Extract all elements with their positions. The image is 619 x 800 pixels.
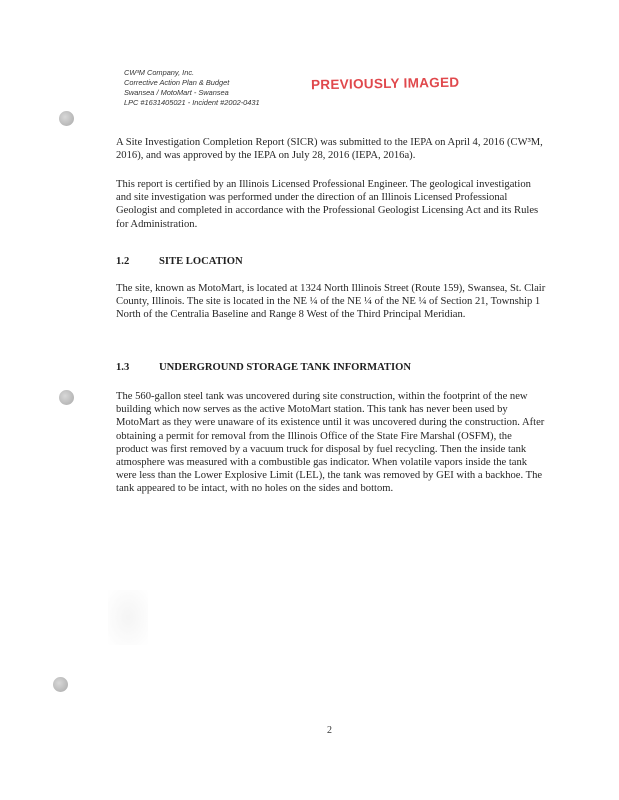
section-title: UNDERGROUND STORAGE TANK INFORMATION: [159, 362, 412, 373]
section-number: 1.2: [116, 256, 130, 267]
paragraph-site-location: The site, known as MotoMart, is located at 1324 North Illinois Street (Route 159), Swansea, St. Clair County, Illinois. The site is located in the NE ¼ of the NE ¼ of the NE ¼ of Section 21, Township 1 North of the Centralia Baseline and Range 8 West of the Third Principal Meridian.: [116, 283, 546, 321]
punch-hole-top: [59, 111, 74, 126]
document-header: [124, 68, 260, 108]
previously-imaged-stamp: PREVIOUSLY IMAGED: [310, 74, 460, 93]
paragraph-ust-information: The 560-gallon steel tank was uncovered during site construction, within the footprint of the new building which now serves as the active MotoMart station. This tank has never been used by MotoMart as they were unaware of its existence until it was uncovered during the construction. After obtaining a permit for removal from the Illinois Office of the State Fire Marshal (OSFM), the product was first removed by a vacuum truck for disposal by fuel recycling. Then the inside tank atmosphere was measured with a combustible gas indicator. When volatile vapors inside the tank were less than the Lower Explosive Limit (LEL), the tank was removed by GEI with a backhoe. The tank appeared to be intact, with no holes on the sides and bottom.: [116, 391, 545, 495]
scan-smudge: [108, 590, 148, 645]
heading-site-location: [116, 256, 243, 267]
section-title: SITE LOCATION: [159, 256, 243, 267]
header-company: CW³M Company, Inc.: [124, 68, 195, 77]
punch-hole-middle: [59, 390, 74, 405]
header-site: Swansea / MotoMart - Swansea: [124, 88, 229, 97]
punch-hole-bottom: [53, 677, 68, 692]
section-number: 1.3: [116, 362, 130, 373]
header-plan: Corrective Action Plan & Budget: [124, 78, 230, 87]
heading-ust-information: [116, 362, 411, 373]
header-incident: LPC #1631405021 - Incident #2002-0431: [124, 98, 260, 107]
page-number: 2: [327, 725, 332, 736]
paragraph-certification: This report is certified by an Illinois Licensed Professional Engineer. The geological investigation and site investigation was performed under the direction of an Illinois Licensed Professional Geologist and completed in accordance with the Professional Geologist Licensing Act and its Rules for Administration.: [116, 179, 539, 230]
paragraph-sicr: A Site Investigation Completion Report (SICR) was submitted to the IEPA on April 4, 2016 (CW³M, 2016), and was approved by the IEPA on July 28, 2016 (IEPA, 2016a).: [116, 137, 543, 162]
